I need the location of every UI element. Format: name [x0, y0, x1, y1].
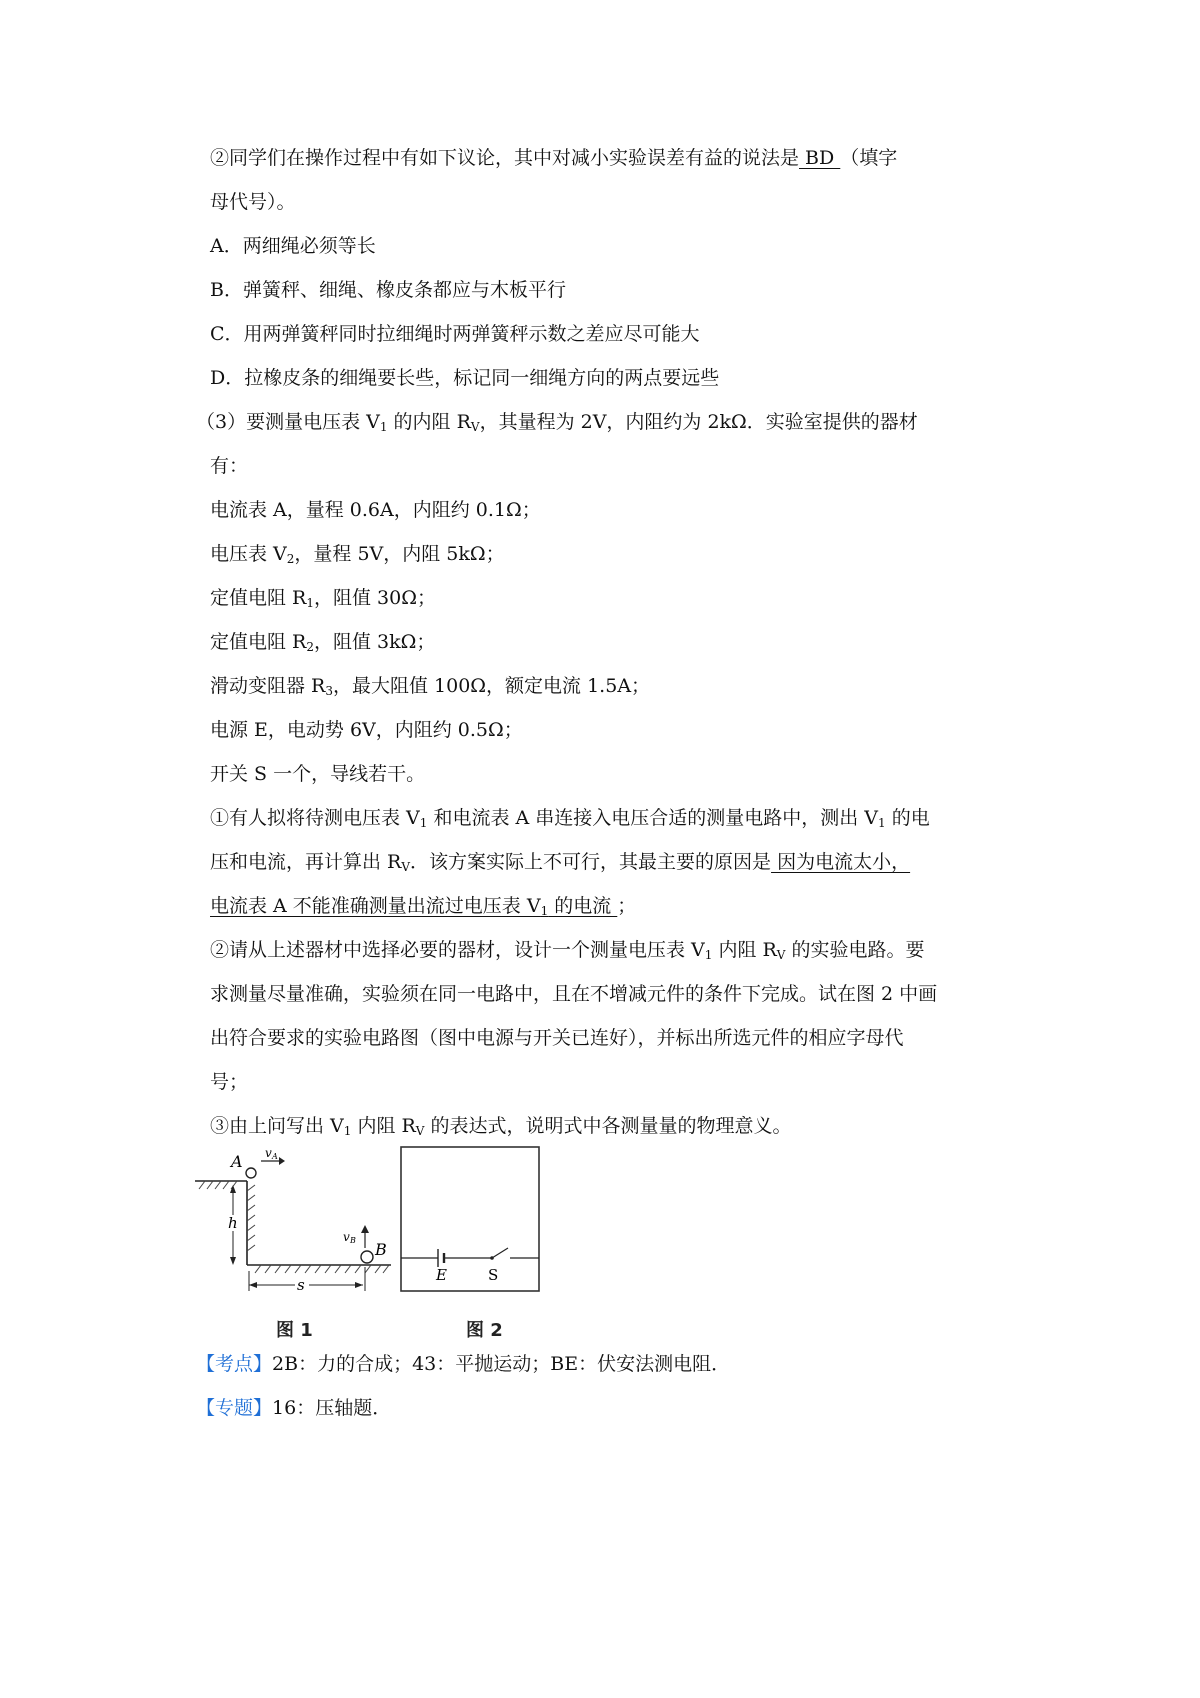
- wall-hatch: [247, 1185, 255, 1251]
- q2-line-1: [210, 145, 897, 171]
- sub2-text: 内阻 R: [712, 939, 777, 961]
- sub2-text: 的实验电路。要: [785, 939, 925, 961]
- zhuanti-text: 16：压轴题．: [272, 1397, 392, 1419]
- s-arrow-right: [355, 1282, 363, 1288]
- label-va: v: [265, 1146, 272, 1160]
- sub3-text: 内阻 R: [351, 1115, 416, 1137]
- equipment-text: 电压表 V: [210, 543, 287, 565]
- equipment-item: [210, 717, 523, 743]
- q3-sub2-line-1: [210, 937, 925, 963]
- q3-intro-sub: V: [470, 420, 480, 434]
- sub1-answer: [210, 895, 617, 917]
- equipment-sub: 2: [286, 552, 295, 566]
- equipment-item: [210, 673, 650, 699]
- q3-sub1-line-3: [210, 893, 636, 919]
- sub1-answer: 因为电流太小，: [771, 851, 911, 873]
- equipment-text: 定值电阻 R: [210, 587, 307, 609]
- q2-line-2: 母代号）。: [210, 191, 296, 213]
- sub1-text: 和电流表 A 串连接入电压合适的测量电路中，测出 V: [427, 807, 879, 829]
- equipment-item: [210, 541, 505, 567]
- sub1-answer-text: 的电流: [548, 895, 618, 917]
- equipment-text: 电源 E，电动势 6V，内阻约 0.5Ω；: [210, 719, 523, 741]
- q3-sub3-line: [210, 1113, 792, 1139]
- velocity-a-arrowhead: [279, 1157, 285, 1165]
- h-arrow-top: [230, 1185, 236, 1193]
- label-s-switch: S: [488, 1266, 499, 1284]
- sub1-answer-sub: 1: [540, 904, 549, 918]
- label-h: h: [228, 1214, 238, 1232]
- sub3-text: 的表达式，说明式中各测量量的物理意义。: [424, 1115, 792, 1137]
- q3-intro-text: 的内阻 R: [387, 411, 471, 433]
- zhuanti-line: [196, 1395, 391, 1421]
- lower-ground-hatch: [255, 1265, 389, 1273]
- q2-question-tail: （填字: [840, 147, 898, 169]
- sub1-text: ．该方案实际上不可行，其最主要的原因是: [410, 851, 772, 873]
- equipment-text: ，阻值 30Ω；: [314, 587, 436, 609]
- sub2-text: ②请从上述器材中选择必要的器材，设计一个测量电压表 V: [210, 939, 705, 961]
- equipment-text: ，量程 5V，内阻 5kΩ；: [294, 543, 505, 565]
- sub1-sub: 1: [419, 816, 428, 830]
- sub1-text: ①有人拟将待测电压表 V: [210, 807, 420, 829]
- equipment-text: 电流表 A，量程 0.6A，内阻约 0.1Ω；: [210, 499, 541, 521]
- equipment-sub: 2: [306, 640, 314, 654]
- figure-2-caption: 图 2: [466, 1320, 503, 1341]
- q2-option-c: C．用两弹簧秤同时拉细绳时两弹簧秤示数之差应尽可能大: [210, 323, 700, 345]
- q3-intro-sub: 1: [379, 420, 388, 434]
- label-vb: v: [343, 1230, 350, 1244]
- q3-intro-text: （3）要测量电压表 V: [196, 411, 380, 433]
- equipment-sub: 3: [325, 684, 333, 698]
- q2-option-b: B．弹簧秤、细绳、橡皮条都应与木板平行: [210, 279, 566, 301]
- sub3-sub: V: [415, 1124, 425, 1138]
- sub1-sub: V: [401, 860, 411, 874]
- sub3-text: ③由上问写出 V: [210, 1115, 344, 1137]
- equipment-item: [210, 629, 435, 655]
- velocity-b-arrowhead: [361, 1225, 369, 1233]
- equipment-item: [210, 585, 436, 611]
- q3-intro-line-2: 有：: [210, 455, 249, 477]
- label-e: E: [436, 1266, 447, 1284]
- equipment-text: 开关 S 一个，导线若干。: [210, 763, 426, 785]
- q3-sub2-line-4: 号；: [210, 1071, 249, 1093]
- equipment-item: [210, 761, 425, 787]
- q3-sub1-line-2: [210, 849, 910, 875]
- q3-sub1-line-1: [210, 805, 930, 831]
- equipment-sub: 1: [306, 596, 314, 610]
- equipment-text: 定值电阻 R: [210, 631, 307, 653]
- kaodian-text: 2B：力的合成；43：平抛运动；BE：伏安法测电阻．: [272, 1353, 731, 1375]
- q3-sub2-line-3: 出符合要求的实验电路图（图中电源与开关已连好），并标出所选元件的相应字母代: [210, 1027, 904, 1049]
- equipment-text: ，最大阻值 100Ω，额定电流 1.5A；: [333, 675, 651, 697]
- sub3-sub: 1: [343, 1124, 352, 1138]
- sub2-sub: V: [776, 948, 786, 962]
- sub1-sub: 1: [878, 816, 886, 830]
- label-va-sub: A: [272, 1152, 278, 1161]
- zhuanti-tag: 【专题】: [196, 1397, 273, 1419]
- sub1-text: ；: [617, 895, 637, 917]
- label-s: s: [297, 1276, 305, 1294]
- sub1-answer-text: 电流表 A 不能准确测量出流过电压表 V: [210, 895, 541, 917]
- s-arrow-left: [249, 1282, 257, 1288]
- circuit-frame: [401, 1147, 539, 1291]
- equipment-text: ，阻值 3kΩ；: [314, 631, 436, 653]
- q3-sub2-line-2: 求测量尽量准确，实验须在同一电路中，且在不增减元件的条件下完成。试在图 2 中画: [210, 983, 938, 1005]
- upper-ground-hatch: [199, 1181, 237, 1189]
- q2-answer: BD: [799, 147, 841, 169]
- q2-question-text: ②同学们在操作过程中有如下议论，其中对减小实验误差有益的说法是: [210, 147, 800, 169]
- figure-1-caption: 图 1: [276, 1320, 313, 1341]
- sub2-sub: 1: [704, 948, 713, 962]
- sub1-text: 的电: [885, 807, 930, 829]
- sub1-text: 压和电流，再计算出 R: [210, 851, 402, 873]
- q2-option-d: D．拉橡皮条的细绳要长些，标记同一细绳方向的两点要远些: [210, 367, 720, 389]
- ball-b: [361, 1251, 373, 1263]
- label-a: A: [231, 1152, 243, 1171]
- figure-1-projectile-diagram: [195, 1145, 405, 1305]
- equipment-item: [210, 497, 541, 523]
- q3-intro-line-1: [196, 409, 918, 435]
- label-vb-sub: B: [350, 1236, 356, 1245]
- h-arrow-bottom: [230, 1257, 236, 1265]
- ball-a: [246, 1168, 256, 1178]
- kaodian-tag: 【考点】: [196, 1353, 273, 1375]
- label-b: B: [375, 1240, 387, 1259]
- q3-intro-text: ，其量程为 2V，内阻约为 2kΩ．实验室提供的器材: [479, 411, 918, 433]
- kaodian-line: [196, 1351, 730, 1377]
- equipment-text: 滑动变阻器 R: [210, 675, 326, 697]
- figure-2-circuit-box: [400, 1146, 542, 1294]
- q2-option-a: A．两细绳必须等长: [210, 235, 376, 257]
